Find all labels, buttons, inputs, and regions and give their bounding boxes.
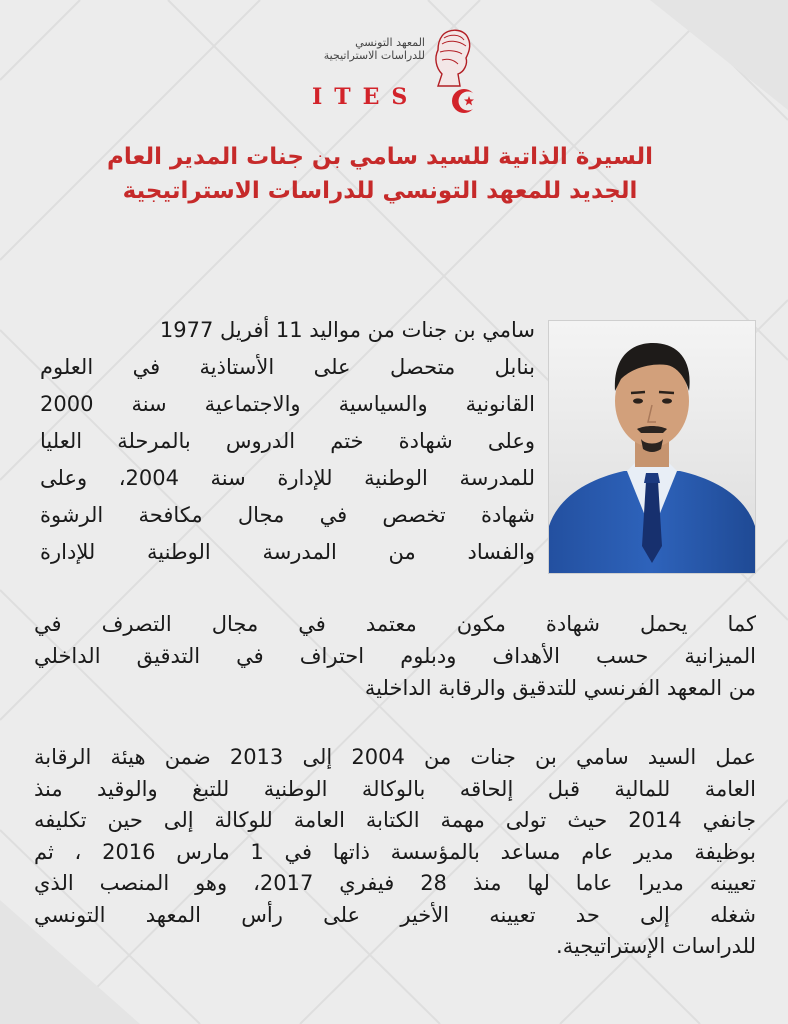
bio-p3-line: شغله إلى حد تعيينه الأخير على رأس المعهد التونسي xyxy=(34,902,756,927)
bio-paragraph-1 xyxy=(40,312,535,571)
bio-p1-line: وعلى شهادة ختم الدروس بالمرحلة العليا xyxy=(40,429,535,453)
bio-p1-line: والفساد من المدرسة الوطنية للإدارة xyxy=(40,540,535,564)
ites-logo xyxy=(300,22,490,112)
bio-p1-line: القانونية والسياسية والاجتماعية سنة 2000 xyxy=(40,392,535,416)
logo-name-line2: للدراسات الاستراتيجية xyxy=(323,49,425,62)
director-portrait-photo xyxy=(548,320,756,574)
bio-p2-line: الميزانية حسب الأهداف ودبلوم احتراف في التدقيق الداخلي xyxy=(34,644,756,668)
bio-p3-line: تعيينه مديرا عاما لها منذ 28 فيفري 2017، وهو المنصب الذي xyxy=(34,871,756,895)
bio-p1-line: للمدرسة الوطنية للإدارة سنة 2004، وعلى xyxy=(40,466,535,490)
logo-acronym: ITES xyxy=(312,84,420,110)
bio-p3-line: للدراسات الإستراتيجية. xyxy=(556,934,756,958)
crescent-star-icon xyxy=(448,86,484,116)
bio-p3-line: جانفي 2014 حيث تولى مهمة الكتابة العامة للوكالة إلى حين تكليفه xyxy=(34,808,756,832)
bio-p1-line: سامي بن جنات من مواليد 11 أفريل 1977 xyxy=(159,318,535,342)
page-title xyxy=(80,140,680,208)
bio-p2-line: كما يحمل شهادة مكون معتمد في مجال التصرف في xyxy=(34,612,756,636)
logo-name xyxy=(324,36,425,62)
logo-name-line1: المعهد التونسي xyxy=(355,36,425,49)
bio-p2-line: من المعهد الفرنسي للتدقيق والرقابة الداخلية xyxy=(364,676,756,700)
title-line-1: السيرة الذاتية للسيد سامي بن جنات المدير العام xyxy=(107,144,653,170)
title-line-2: الجديد للمعهد التونسي للدراسات الاستراتيجية xyxy=(122,178,638,204)
bio-p1-line: بنابل متحصل على الأستاذية في العلوم xyxy=(40,355,535,379)
bio-paragraph-2 xyxy=(34,608,756,704)
bio-p3-line: بوظيفة مدير عام مساعد بالمؤسسة ذاتها في 1 مارس 2016 ، ثم xyxy=(34,839,756,864)
bust-portrait-icon xyxy=(428,28,476,88)
bio-p3-line: عمل السيد سامي بن جنات من 2004 إلى 2013 ضمن هيئة الرقابة xyxy=(34,745,756,769)
bio-p1-line: شهادة تخصص في مجال مكافحة الرشوة xyxy=(40,503,535,527)
bio-paragraph-3 xyxy=(34,742,756,963)
bio-p3-line: العامة للمالية قبل إلحاقه بالوكالة الوطنية للتبغ والوقيد منذ xyxy=(34,776,756,801)
